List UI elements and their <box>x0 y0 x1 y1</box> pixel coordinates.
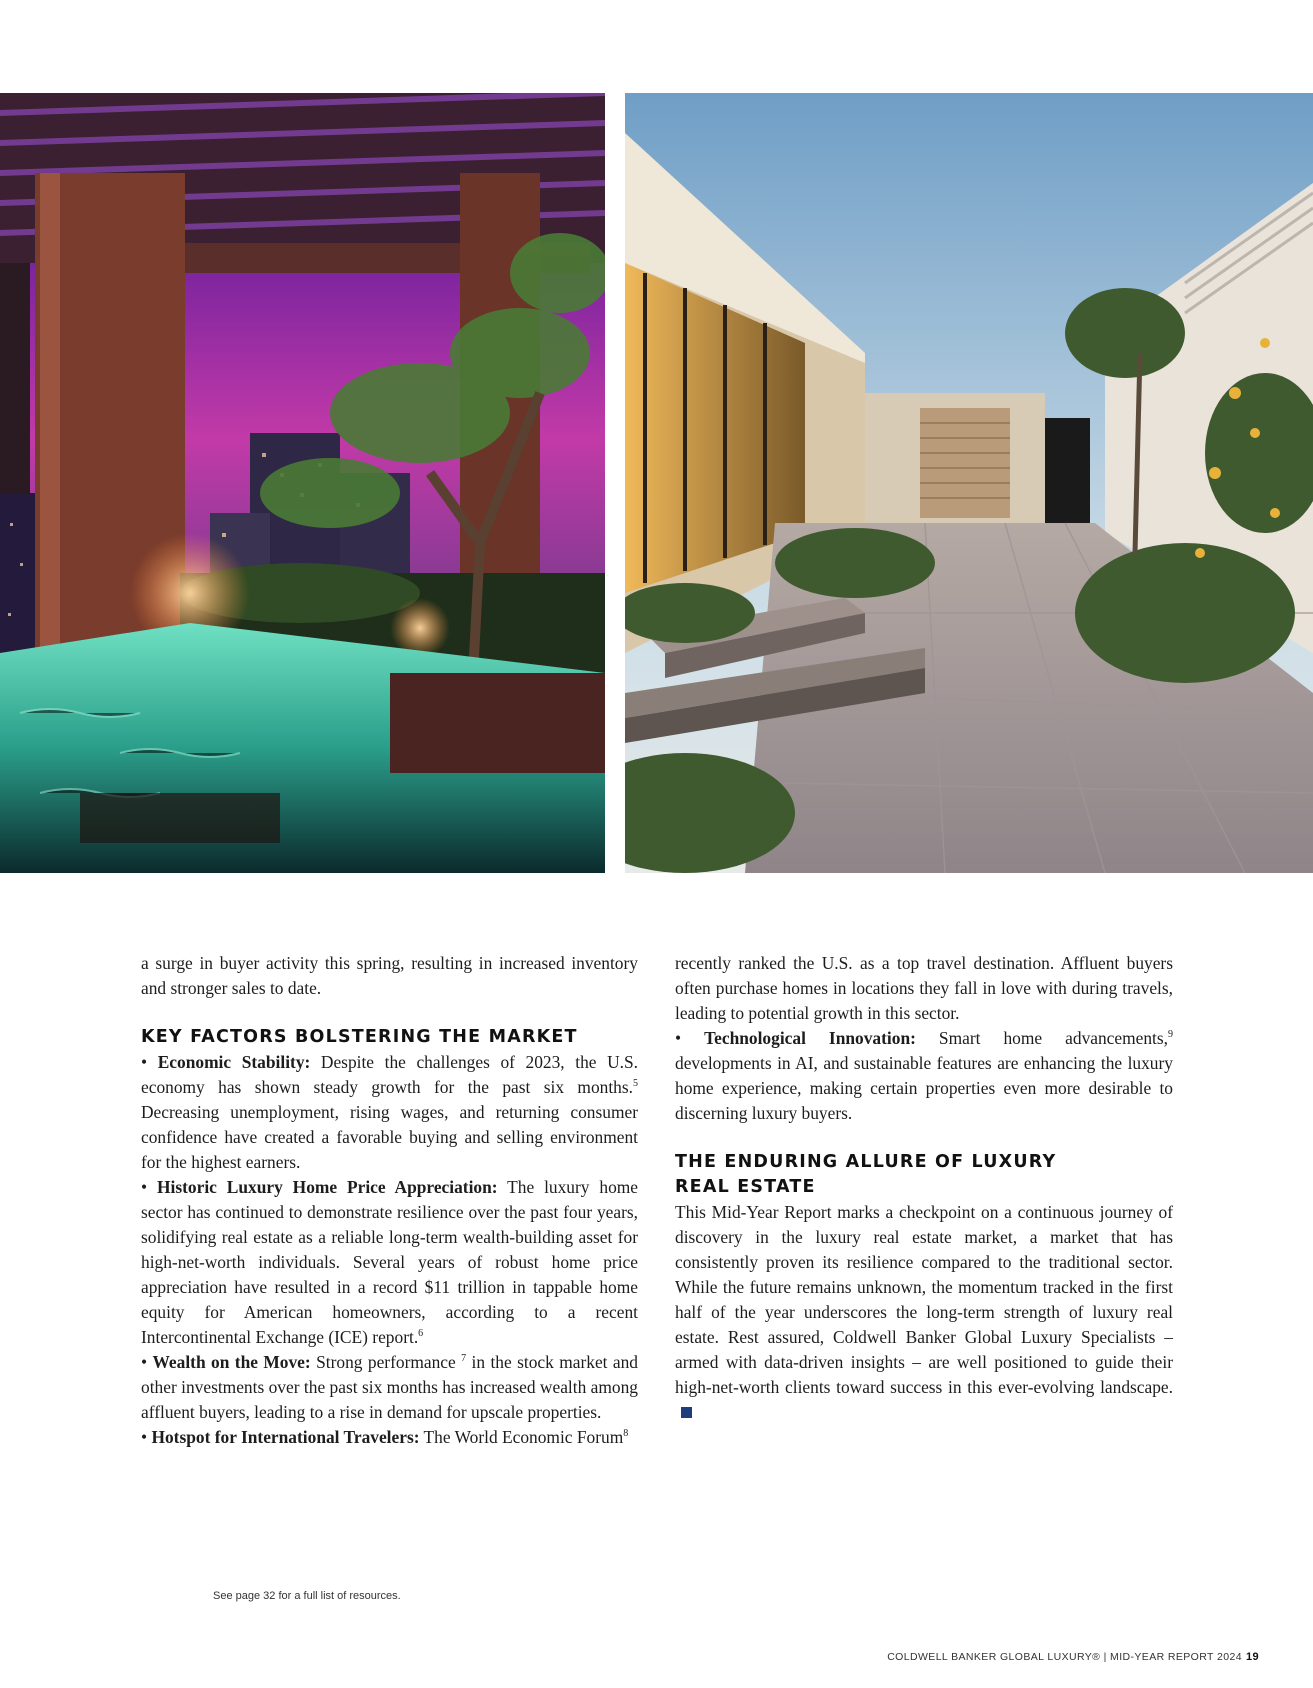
left-text-column <box>141 951 638 1450</box>
footnote-ref: 7 <box>461 1353 467 1365</box>
rooftop-pool-photo <box>0 93 605 873</box>
bullet-text: Despite the challenges of 2023, the U.S. economy has shown steady growth for the past six months. <box>141 1052 639 1097</box>
bullet-price-appreciation: • Historic Luxury Home Price Appreciation: The luxury home sector has continued to demonstrate resilience over the past four years, solidifying real estate as a reliable long-term wealth-building asset for high-net-worth individuals. Several years of robust home price appreciation have resulted in a record $11 trillion in tappable home equity for American homeowners, according to a recent Intercontinental Exchange (ICE) report.$^6$ <box>141 1177 639 1347</box>
bullet-economic-stability: • Economic Stability: Despite the challenges of 2023, the U.S. economy has shown steady growth for the past six months.$^5$ Decreasing unemployment, rising wages, and returning consumer confidence have created a favorable buying and selling environment for the highest earners. <box>141 1052 639 1172</box>
bullet-label: Technological Innovation: <box>704 1028 916 1048</box>
bullet-label: Hotspot for International Travelers: <box>151 1427 420 1447</box>
villa-courtyard-photo <box>625 93 1313 873</box>
page-number: 19 <box>1245 1651 1259 1663</box>
villa-courtyard-illustration <box>625 93 1313 873</box>
footer-publication: COLDWELL BANKER GLOBAL LUXURY® | MID-YEAR REPORT 2024 <box>887 1651 1242 1663</box>
resources-footnote: See page 32 for a full list of resources. <box>213 1590 401 1602</box>
page-footer <box>887 1651 1259 1663</box>
bullet-text: Smart home advancements, <box>915 1028 1169 1048</box>
section-heading-enduring-allure <box>675 1150 1173 1200</box>
bullet-text: The World Economic Forum <box>419 1427 624 1447</box>
bullet-international-travelers: • Hotspot for International Travelers: The World Economic Forum$^8$ <box>141 1427 629 1447</box>
bullet-text: The luxury home sector has continued to demonstrate resilience over the past four years, solidifying real estate as a reliable long-term wealth-building asset for high-net-worth individuals. Several years of robust home price appreciation have resulted in a record $11 trillion in tappable home equity for American homeowners, according to a recent Intercontinental Exchange (ICE) report. <box>141 1177 639 1347</box>
footnote-ref: 9 <box>1168 1029 1174 1041</box>
footnote-ref: 6 <box>418 1328 424 1340</box>
footnote-ref: 5 <box>633 1078 638 1090</box>
end-of-article-square-icon <box>681 1407 692 1418</box>
bullet-label: Economic Stability: <box>157 1052 311 1072</box>
right-text-column <box>675 951 1173 1425</box>
intro-paragraph: a surge in buyer activity this spring, resulting in increased inventory and stronger sales to date. <box>141 953 638 998</box>
bullet-label: Historic Luxury Home Price Appreciation: <box>156 1177 498 1197</box>
bullet-text: developments in AI, and sustainable features are enhancing the luxury home experience, making certain properties even more desirable to discerning luxury buyers. <box>675 1053 1173 1123</box>
heading-line: THE ENDURING ALLURE OF LUXURY <box>675 1152 1057 1172</box>
heading-line: REAL ESTATE <box>675 1177 816 1197</box>
conclusion-paragraph <box>675 1200 1173 1425</box>
footnote-ref: 8 <box>623 1428 629 1440</box>
continuation-paragraph: recently ranked the U.S. as a top travel destination. Affluent buyers often purchase homes in locations they fall in love with during travels, leading to potential growth in this sector. <box>675 953 1173 1023</box>
bullet-label: Wealth on the Move: <box>152 1352 311 1372</box>
bullet-text: Strong performance <box>310 1352 462 1372</box>
rooftop-pool-illustration <box>0 93 605 873</box>
bullet-wealth-on-the-move: • Wealth on the Move: Strong performance $^7$ in the stock market and other investments over the past six months has increased wealth among affluent buyers, leading to a rise in demand for upscale properties. <box>141 1352 639 1422</box>
bullet-text: in the stock market and other investments over the past six months has increased wealth among affluent buyers, leading to a rise in demand for upscale properties. <box>141 1352 639 1422</box>
conclusion-text: This Mid-Year Report marks a checkpoint on a continuous journey of discovery in the luxury real estate market, a market that has consistently proven its resilience compared to the traditional sector. While the future remains unknown, the momentum tracked in the first half of the year underscores the long-term strength of luxury real estate. Rest assured, Coldwell Banker Global Luxury Specialists – armed with data-driven insights – are well positioned to guide their high-net-worth clients toward success in this ever-evolving landscape. <box>675 1202 1173 1397</box>
bullet-technological-innovation: • Technological Innovation: Smart home advancements,$^9$ developments in AI, and sustainable features are enhancing the luxury home experience, making certain properties even more desirable to discerning luxury buyers. <box>675 1028 1174 1123</box>
bullet-text: Decreasing unemployment, rising wages, and returning consumer confidence have created a favorable buying and selling environment for the highest earners. <box>141 1102 638 1172</box>
section-heading-key-factors: KEY FACTORS BOLSTERING THE MARKET <box>141 1027 578 1047</box>
